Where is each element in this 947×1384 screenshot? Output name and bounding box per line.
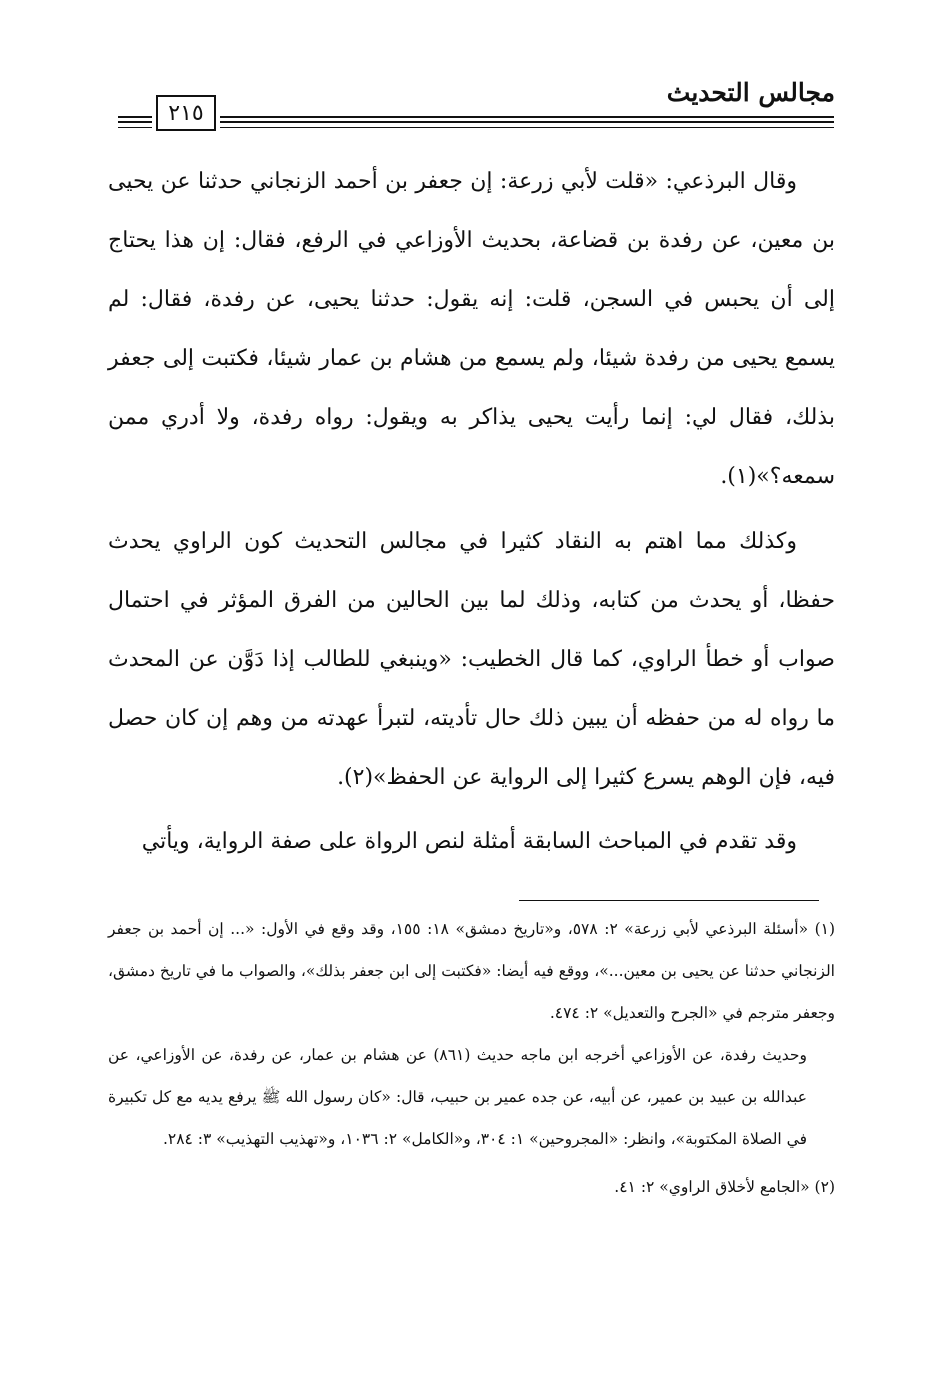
- body-paragraph-3: [108, 812, 835, 871]
- page-number-rule-top: [118, 116, 152, 118]
- page-number-rule-middle: [118, 121, 152, 123]
- footnotes: [108, 908, 835, 1208]
- body-paragraph-2: [108, 512, 835, 807]
- page-number-rule-bottom: [118, 127, 152, 128]
- footnote-1-continuation: وحديث رفدة، عن الأوزاعي أخرجه ابن ماجه حديث (٨٦١) عن هشام بن عمار، عن رفدة، عن الأوزاعي، عن عبدالله بن عبيد بن عمير، عن أبيه، عن جده عمير بن حبيب، قال: «كان رسول الله ﷺ يرفع يديه مع كل تكبيرة في الصلاة المكتوبة»، وانظر: «المجروحين» ١: ٣٠٤، و«الكامل» ٢: ١٠٣٦، و«تهذيب التهذيب» ٣: ٢٨٤.: [108, 1046, 807, 1148]
- paragraph-text: وقد تقدم في المباحث السابقة أمثلة لنص الرواة على صفة الرواية، ويأتي: [141, 829, 797, 854]
- paragraph-text: وقال البرذعي: «قلت لأبي زرعة: إن جعفر بن أحمد الزنجاني حدثنا عن يحيى بن معين، عن رفدة بن قضاعة، بحديث الأوزاعي في الرفع، فقال: إن هذا يحتاج إلى أن يحبس في السجن، قلت: إنه يقول: حدثنا يحيى، عن رفدة، فقال: لم يسمع يحيى من رفدة شيئا، ولم يسمع من هشام بن عمار شيئا، فكتبت إلى جعفر بذلك، فقال لي: إنما رأيت يحيى يذاكر به ويقول: رواه رفدة، ولا أدري ممن سمعه؟»(١).: [108, 169, 835, 489]
- paragraph-text: وكذلك مما اهتم به النقاد كثيرا في مجالس التحديث كون الراوي يحدث حفظا، أو يحدث من كتابه، وذلك لما بين الحالين من الفرق المؤثر في احتمال صواب أو خطأ الراوي، كما قال الخطيب: «وينبغي للطالب إذا دَوَّن عن المحدث ما رواه له من حفظه أن يبين ذلك حال تأديته، لتبرأ عهدته من وهم إن كان حصل فيه، فإن الوهم يسرع كثيرا إلى الرواية عن الحفظ»(٢).: [108, 529, 835, 790]
- footnote-separator: [519, 900, 819, 901]
- footnote-2: (٢) «الجامع لأخلاق الراوي» ٢: ٤١.: [614, 1178, 835, 1196]
- running-title: مجالس التحديث: [666, 78, 835, 107]
- header-rule-middle: [220, 121, 834, 123]
- footnote-1: (١) «أسئلة البرذعي لأبي زرعة» ٢: ٥٧٨، و«تاريخ دمشق» ١٨: ١٥٥، وقد وقع في الأول: «... إن أحمد بن جعفر الزنجاني حدثنا عن يحيى بن معين...»، ووقع فيه أيضا: «فكتبت إلى ابن جعفر بذلك»، والصواب ما في تاريخ دمشق، وجعفر مترجم في «الجرح والتعديل» ٢: ٤٧٤.: [108, 920, 836, 1022]
- header-rule-top: [220, 116, 834, 118]
- header-rule-bottom: [220, 127, 834, 128]
- body-paragraph-1: [108, 152, 835, 506]
- page-number-box: ٢١٥: [156, 95, 216, 131]
